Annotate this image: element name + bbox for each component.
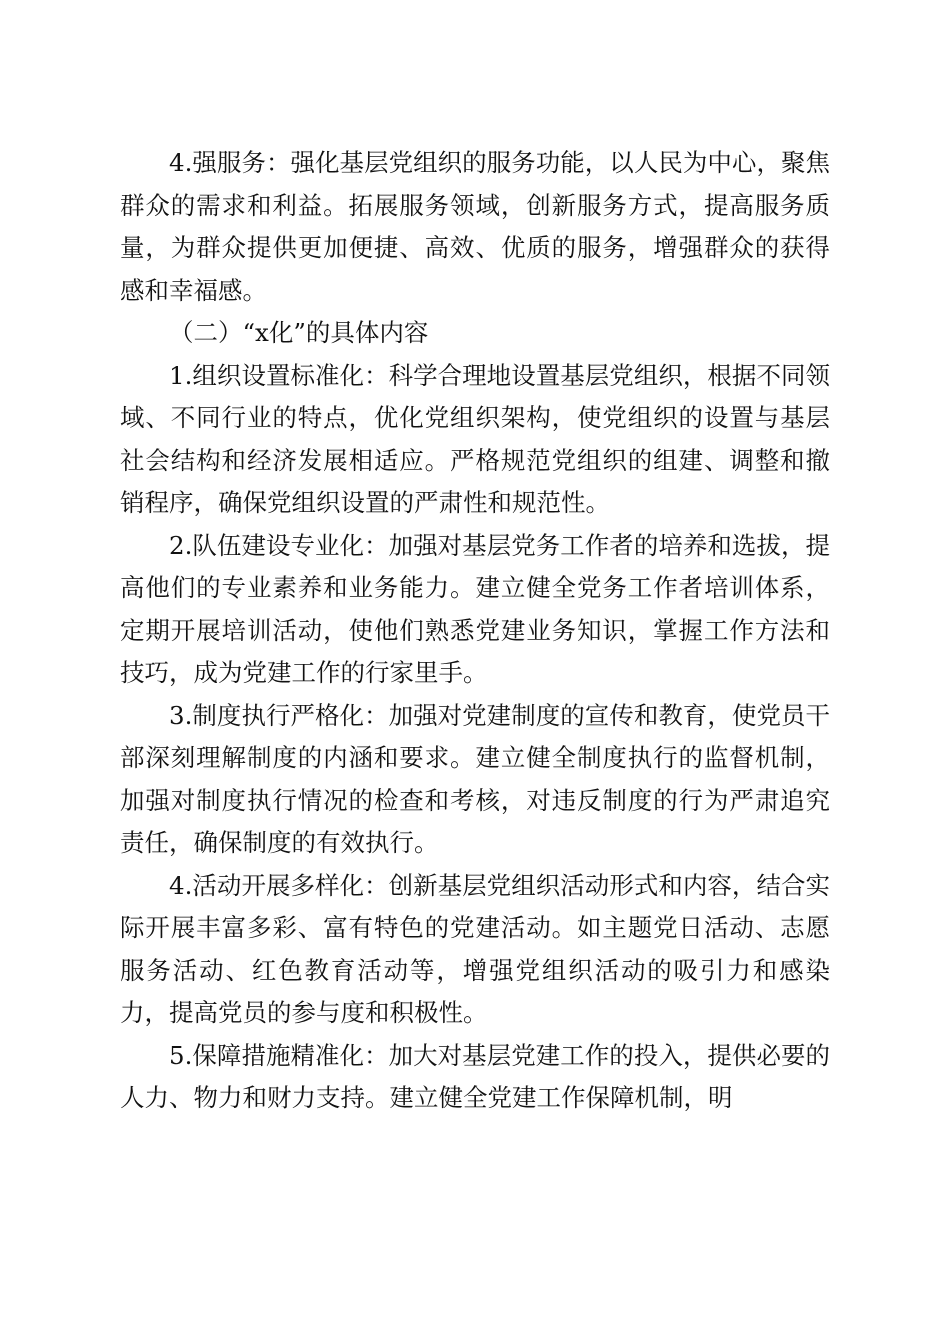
paragraph-team-professionalization: 2.队伍建设专业化：加强对基层党务工作者的培养和选拔，提高他们的专业素养和业务能力。建立健全党务工作者培训体系，定期开展培训活动，使他们熟悉党建业务知识，掌握工作方法和技巧，成为党建工作的行家里手。 <box>120 530 830 687</box>
document-body <box>120 142 830 1120</box>
paragraph-activity-diversification: 4.活动开展多样化：创新基层党组织活动形式和内容，结合实际开展丰富多彩、富有特色的党建活动。如主题党日活动、志愿服务活动、红色教育活动等，增强党组织活动的吸引力和感染力，提高党员的参与度和积极性。 <box>120 870 830 1027</box>
section-heading-x-content: （二）“x化”的具体内容 <box>169 318 429 347</box>
paragraph-system-enforcement: 3.制度执行严格化：加强对党建制度的宣传和教育，使党员干部深刻理解制度的内涵和要求。建立健全制度执行的监督机制，加强对制度执行情况的检查和考核，对违反制度的行为严肃追究责任，确保制度的有效执行。 <box>120 700 830 857</box>
paragraph-guarantee-precision: 5.保障措施精准化：加大对基层党建工作的投入，提供必要的人力、物力和财力支持。建立健全党建工作保障机制，明 <box>120 1040 830 1112</box>
paragraph-organization-standardization: 1.组织设置标准化：科学合理地设置基层党组织，根据不同领域、不同行业的特点，优化党组织架构，使党组织的设置与基层社会结构和经济发展相适应。严格规范党组织的组建、调整和撤销程序，确保党组织设置的严肃性和规范性。 <box>120 360 830 517</box>
paragraph-strengthen-service: 4.强服务：强化基层党组织的服务功能，以人民为中心，聚焦群众的需求和利益。拓展服务领域，创新服务方式，提高服务质量，为群众提供更加便捷、高效、优质的服务，增强群众的获得感和幸福感。 <box>120 148 830 305</box>
